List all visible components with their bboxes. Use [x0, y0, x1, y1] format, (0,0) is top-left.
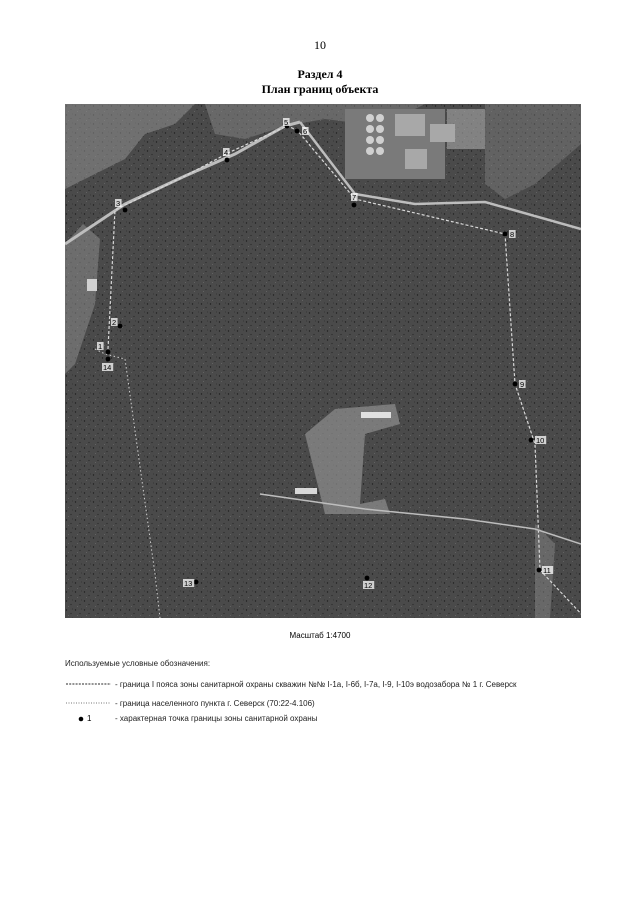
- boundary-point-2: [118, 324, 123, 329]
- boundary-point-label-12: 12: [364, 581, 373, 590]
- legend-label: - граница I пояса зоны санитарной охраны скважин №№ I-1а, I-6б, I-7а, I-9, I-10э водозабора № 1 г. Северск: [115, 679, 517, 689]
- section-title: Раздел 4: [297, 67, 343, 81]
- legend-item-sanitary-zone: [65, 678, 517, 690]
- boundary-point-label-8: 8: [510, 230, 515, 239]
- section-subtitle: План границ объекта: [261, 82, 379, 96]
- boundary-point-label-3: 3: [116, 199, 121, 208]
- dashed-line-icon: [65, 678, 113, 690]
- page-number: 10: [314, 38, 326, 52]
- dotted-line-icon: [65, 697, 113, 709]
- boundary-point-11: [537, 568, 542, 573]
- boundary-point-label-6: 6: [303, 127, 308, 136]
- legend-label: - граница населенного пункта г. Северск (70:22-4.106): [115, 698, 315, 708]
- boundary-point-14: [106, 357, 111, 362]
- boundary-point-9: [513, 382, 518, 387]
- boundary-point-label-2: 2: [112, 318, 117, 327]
- boundary-point-13: [194, 580, 199, 585]
- boundary-point-6: [295, 129, 300, 134]
- map-scale: Масштаб 1:4700: [289, 631, 351, 640]
- building-center: [361, 412, 391, 418]
- boundary-point-label-1: 1: [98, 342, 103, 351]
- satellite-map: [65, 104, 581, 618]
- boundary-point-label-11: 11: [543, 566, 551, 575]
- boundary-point-label-7: 7: [352, 193, 357, 202]
- boundary-point-label-13: 13: [184, 579, 193, 588]
- boundary-point-label-9: 9: [520, 380, 525, 389]
- boundary-point-3: [123, 208, 128, 213]
- boundary-point-7: [352, 203, 357, 208]
- legend-point-label: 1: [87, 714, 92, 723]
- boundary-point-10: [529, 438, 534, 443]
- boundary-point-label-14: 14: [103, 363, 112, 372]
- boundary-point-label-4: 4: [224, 148, 229, 157]
- boundary-point-label-10: 10: [536, 436, 545, 445]
- boundary-point-1: [106, 350, 111, 355]
- boundary-point-label-5: 5: [284, 118, 289, 127]
- boundary-point-4: [225, 158, 230, 163]
- small-building-west: [87, 279, 97, 291]
- boundary-point-8: [503, 232, 508, 237]
- legend-label: - характерная точка границы зоны санитарной охраны: [115, 713, 318, 723]
- section-heading: [0, 67, 640, 97]
- legend-item-point: [65, 712, 317, 724]
- point-marker-icon: [65, 712, 113, 724]
- boundary-point-12: [365, 576, 370, 581]
- map-canvas: [65, 104, 581, 618]
- legend-title: Используемые условные обозначения:: [65, 659, 211, 668]
- building-south: [295, 488, 317, 494]
- legend-item-settlement-boundary: [65, 697, 315, 709]
